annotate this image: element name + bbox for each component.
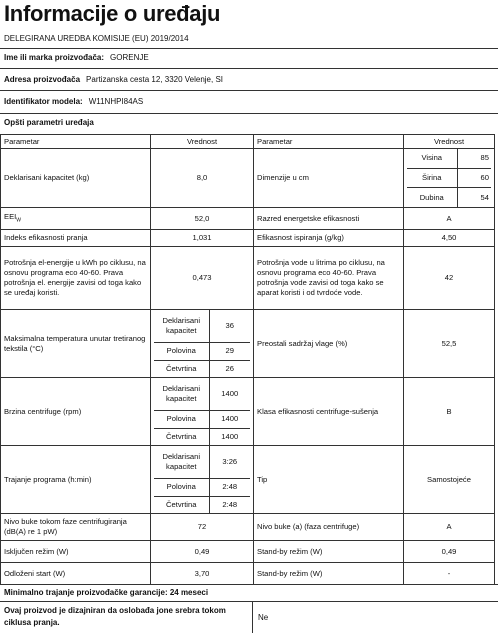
dimensions-label: Dimenzije u cm: [254, 149, 404, 208]
divider: [252, 601, 253, 633]
address-line: [4, 75, 223, 84]
water-consumption-value: 42: [404, 247, 495, 310]
load-name: Polovina: [154, 411, 209, 429]
capacity-value: 8,0: [151, 149, 254, 208]
capacity-label: Deklarisani kapacitet (kg): [1, 149, 151, 208]
silver-ions-value: Ne: [258, 613, 269, 622]
load-value: 1400: [209, 378, 250, 411]
type-value: Samostojeće: [404, 446, 495, 514]
temperature-subtable: [151, 310, 254, 378]
model-value: W11NHPI84AS: [88, 97, 144, 106]
energy-class-label: Razred energetske efikasnosti: [254, 208, 404, 230]
dim-value: 85: [457, 149, 491, 168]
silver-ions-label: Ovaj proizvod je dizajniran da oslobađa jone srebra tokom ciklusa pranja.: [4, 606, 226, 627]
divider: [0, 113, 498, 114]
table-row: [1, 208, 495, 230]
table-row: [1, 514, 495, 541]
noise-spin-value: A: [404, 514, 495, 541]
energy-consumption-value: 0,473: [151, 247, 254, 310]
table-row: [1, 378, 495, 446]
table-row: [1, 541, 495, 563]
load-value: 36: [209, 310, 250, 343]
table-row: [1, 310, 495, 378]
wash-index-value: 1,031: [151, 230, 254, 247]
load-name: Polovina: [154, 479, 209, 497]
header-value-left: Vrednost: [151, 135, 254, 149]
load-name: Deklarisani kapacitet: [154, 310, 209, 343]
dim-value: 60: [457, 168, 491, 188]
dim-name: Visina: [407, 149, 457, 168]
eei-value: 52,0: [151, 208, 254, 230]
load-value: 1400: [209, 411, 250, 429]
standby2-label: Stand-by režim (W): [254, 563, 404, 585]
moisture-value: 52,5: [404, 310, 495, 378]
dim-value: 54: [480, 192, 489, 202]
rinse-label: Efikasnost ispiranja (g/kg): [254, 230, 404, 247]
divider: [0, 48, 498, 49]
brand-label: Ime ili marka proizvođača:: [4, 53, 105, 62]
parameters-table: [0, 134, 495, 585]
off-mode-value: 0,49: [151, 541, 254, 563]
address-value: Partizanska cesta 12, 3320 Velenje, SI: [86, 75, 224, 84]
wash-index-label: Indeks efikasnosti pranja: [1, 230, 151, 247]
table-row: [1, 446, 495, 514]
load-value: 2:48: [222, 499, 238, 509]
load-value: 3:26: [209, 446, 250, 479]
energy-class-value: A: [404, 208, 495, 230]
spin-speed-label: Brzina centrifuge (rpm): [1, 378, 151, 446]
load-name: Četvrtina: [154, 360, 209, 377]
brand-value: GORENJE: [110, 53, 149, 62]
dim-name: Širina: [407, 168, 457, 188]
table-row: [1, 149, 495, 208]
energy-consumption-label: Potrošnja el-energije u kWh po ciklusu, na osnovu programa eco 40-60. Prava potrošnja el. energije zavisi od toga kako se uređaj koristi.: [1, 247, 151, 310]
load-name: Polovina: [154, 343, 209, 361]
duration-subtable: [151, 446, 254, 514]
water-consumption-label: Potrošnja vode u litrima po ciklusu, na osnovu programa eco 40-60. Prava potrošnja vode zavisi od toga kako se aparat koristi i od tvrdoće vode.: [254, 247, 404, 310]
load-name: Četvrtina: [154, 428, 209, 445]
standby-label: Stand-by režim (W): [254, 541, 404, 563]
divider: [0, 68, 498, 69]
header-parameter-left: Parametar: [1, 135, 151, 149]
divider: [0, 601, 498, 602]
off-mode-label: Isključen režim (W): [1, 541, 151, 563]
temperature-label: Maksimalna temperatura unutar tretiranog tekstila (°C): [1, 310, 151, 378]
table-row: [1, 230, 495, 247]
table-row: [1, 247, 495, 310]
page-title: Informacije o uređaju: [4, 1, 221, 26]
header-parameter-right: Parametar: [254, 135, 404, 149]
load-value: 26: [225, 363, 234, 373]
spin-speed-subtable: [151, 378, 254, 446]
standby2-value: -: [404, 563, 495, 585]
spin-class-label: Klasa efikasnosti centrifuge-sušenja: [254, 378, 404, 446]
rinse-value: 4,50: [404, 230, 495, 247]
moisture-label: Preostali sadržaj vlage (%): [254, 310, 404, 378]
section-title: Opšti parametri uređaja: [4, 118, 94, 127]
divider: [0, 584, 498, 585]
type-label: Tip: [254, 446, 404, 514]
standby-value: 0,49: [404, 541, 495, 563]
regulation-subtitle: DELEGIRANA UREDBA KOMISIJE (EU) 2019/2014: [4, 34, 189, 43]
divider: [0, 90, 498, 91]
model-line: [4, 97, 143, 106]
delay-start-label: Odloženi start (W): [1, 563, 151, 585]
load-name: Četvrtina: [154, 496, 209, 513]
table-header-row: [1, 135, 495, 149]
load-name: Deklarisani kapacitet: [154, 446, 209, 479]
model-label: Identifikator modela:: [4, 97, 83, 106]
dim-name: Dubina: [407, 188, 457, 207]
noise-wash-label: Nivo buke tokom faze centrifugiranja (dB(A) re 1 pW): [1, 514, 151, 541]
load-value: 29: [209, 343, 250, 361]
delay-start-value: 3,70: [151, 563, 254, 585]
dimensions-subtable: [404, 149, 495, 208]
load-name: Deklarisani kapacitet: [154, 378, 209, 411]
address-label: Adresa proizvođača: [4, 75, 81, 84]
load-value: 1400: [221, 431, 239, 441]
spin-class-value: B: [404, 378, 495, 446]
guarantee-text: Minimalno trajanje proizvođačke garancije: 24 meseci: [4, 588, 209, 597]
header-value-right: Vrednost: [404, 135, 495, 149]
duration-label: Trajanje programa (h:min): [1, 446, 151, 514]
eei-label: $EEI_W$: [1, 208, 151, 230]
brand-line: [4, 53, 149, 62]
load-value: 2:48: [209, 479, 250, 497]
noise-spin-label: Nivo buke (a) (faza centrifuge): [254, 514, 404, 541]
noise-wash-value: 72: [151, 514, 254, 541]
table-row: [1, 563, 495, 585]
